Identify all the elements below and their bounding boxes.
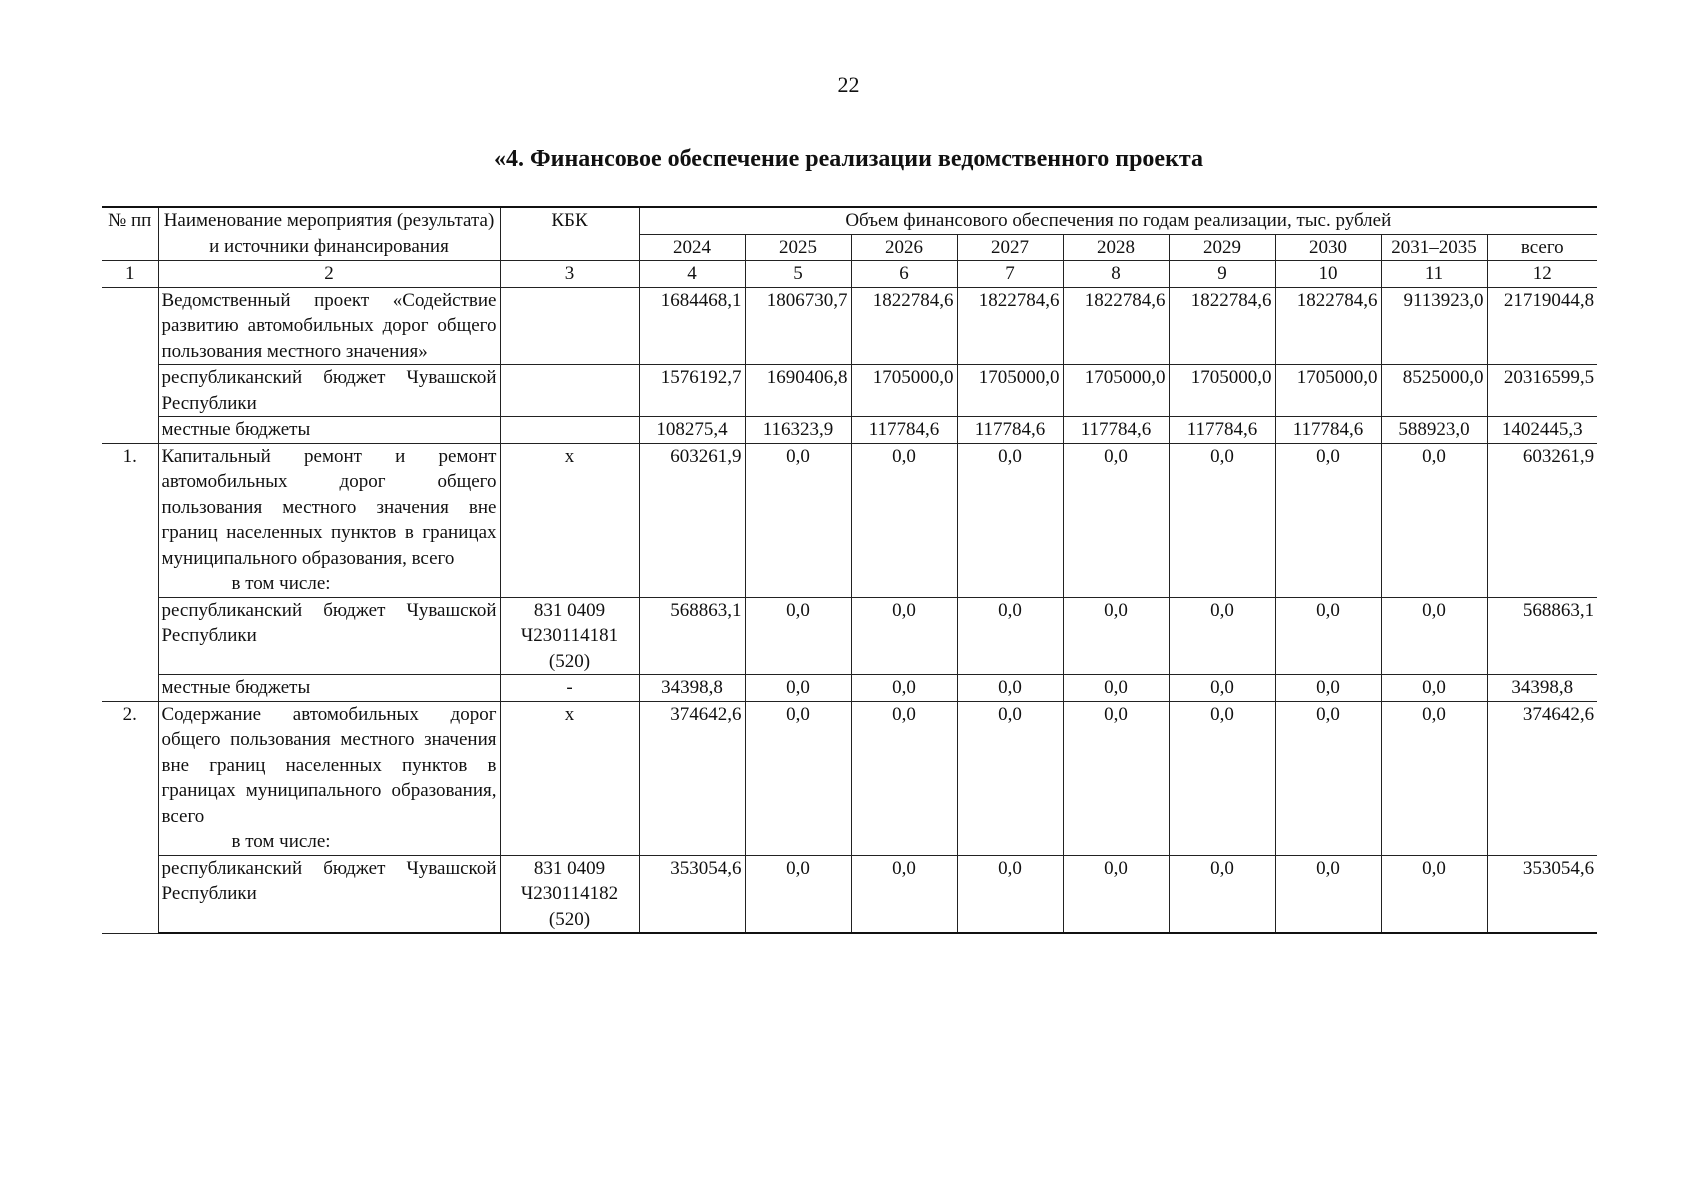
value-cell: 0,0 <box>957 701 1063 855</box>
value-cell: 0,0 <box>1169 675 1275 702</box>
value-cell: 374642,6 <box>1487 701 1597 855</box>
row-name-cell <box>158 701 500 855</box>
value-cell: 1822784,6 <box>1063 287 1169 365</box>
col-number: 2 <box>158 261 500 288</box>
value-cell: 0,0 <box>1275 855 1381 933</box>
col-number: 3 <box>500 261 639 288</box>
value-cell: 0,0 <box>1381 855 1487 933</box>
value-cell: 568863,1 <box>1487 597 1597 675</box>
value-cell: 108275,4 <box>639 417 745 444</box>
row-kbk: 831 0409 Ч230114182 (520) <box>500 855 639 933</box>
value-cell: 0,0 <box>851 597 957 675</box>
col-number: 4 <box>639 261 745 288</box>
header-cell-kbk: КБК <box>500 207 639 261</box>
header-year: 2024 <box>639 234 745 261</box>
value-cell: 0,0 <box>957 443 1063 597</box>
value-cell: 34398,8 <box>1487 675 1597 702</box>
value-cell: 0,0 <box>745 675 851 702</box>
row-kbk <box>500 417 639 444</box>
value-cell: 0,0 <box>1381 701 1487 855</box>
row-subtitle: в том числе: <box>231 831 331 852</box>
table-row <box>102 597 1597 675</box>
row-name-cell <box>158 443 500 597</box>
value-cell: 117784,6 <box>851 417 957 444</box>
row-name: местные бюджеты <box>158 675 500 702</box>
value-cell: 0,0 <box>957 675 1063 702</box>
value-cell: 0,0 <box>1275 675 1381 702</box>
header-cell-name: Наименование мероприятия (результата) и источники финансирования <box>158 207 500 261</box>
value-cell: 1402445,3 <box>1487 417 1597 444</box>
row-kbk: х <box>500 701 639 855</box>
value-cell: 117784,6 <box>1275 417 1381 444</box>
row-kbk <box>500 365 639 417</box>
value-cell: 0,0 <box>745 443 851 597</box>
value-cell: 1822784,6 <box>851 287 957 365</box>
value-cell: 0,0 <box>1063 597 1169 675</box>
section-title: «4. Финансовое обеспечение реализации ведомственного проекта <box>494 146 1203 172</box>
value-cell: 1705000,0 <box>957 365 1063 417</box>
value-cell: 1822784,6 <box>1169 287 1275 365</box>
value-cell: 1806730,7 <box>745 287 851 365</box>
row-no <box>102 287 158 443</box>
col-number: 5 <box>745 261 851 288</box>
row-subtitle: в том числе: <box>231 573 331 594</box>
table-header-row <box>102 207 1597 234</box>
header-year: 2025 <box>745 234 851 261</box>
value-cell: 1705000,0 <box>1063 365 1169 417</box>
value-cell: 0,0 <box>851 443 957 597</box>
table-row <box>102 443 1597 597</box>
value-cell: 0,0 <box>851 675 957 702</box>
row-name: Содержание автомобильных дорог общего пользования местного значения вне границ населенных пунктов в границах муниципального образования, всего <box>161 703 497 827</box>
value-cell: 0,0 <box>1169 701 1275 855</box>
value-cell: 116323,9 <box>745 417 851 444</box>
value-cell: 0,0 <box>1169 597 1275 675</box>
row-kbk: - <box>500 675 639 702</box>
table-row <box>102 287 1597 365</box>
header-cell-no: № пп <box>102 207 158 261</box>
value-cell: 0,0 <box>745 855 851 933</box>
value-cell: 117784,6 <box>1169 417 1275 444</box>
col-number: 12 <box>1487 261 1597 288</box>
value-cell: 0,0 <box>745 701 851 855</box>
row-no: 1. <box>102 443 158 701</box>
value-cell: 34398,8 <box>639 675 745 702</box>
value-cell: 1705000,0 <box>1169 365 1275 417</box>
col-number: 8 <box>1063 261 1169 288</box>
value-cell: 603261,9 <box>1487 443 1597 597</box>
value-cell: 1705000,0 <box>1275 365 1381 417</box>
value-cell: 20316599,5 <box>1487 365 1597 417</box>
row-name: республиканский бюджет Чувашской Республики <box>158 597 500 675</box>
value-cell: 0,0 <box>1063 855 1169 933</box>
value-cell: 0,0 <box>957 855 1063 933</box>
header-year: 2026 <box>851 234 957 261</box>
value-cell: 1684468,1 <box>639 287 745 365</box>
row-kbk: х <box>500 443 639 597</box>
value-cell: 9113923,0 <box>1381 287 1487 365</box>
value-cell: 1705000,0 <box>851 365 957 417</box>
value-cell: 588923,0 <box>1381 417 1487 444</box>
col-number: 6 <box>851 261 957 288</box>
value-cell: 8525000,0 <box>1381 365 1487 417</box>
value-cell: 0,0 <box>851 855 957 933</box>
row-no: 2. <box>102 701 158 933</box>
value-cell: 0,0 <box>1169 855 1275 933</box>
value-cell: 353054,6 <box>1487 855 1597 933</box>
header-year: 2030 <box>1275 234 1381 261</box>
col-number: 10 <box>1275 261 1381 288</box>
table-row <box>102 417 1597 444</box>
value-cell: 568863,1 <box>639 597 745 675</box>
value-cell: 117784,6 <box>957 417 1063 444</box>
financing-table <box>102 206 1597 934</box>
value-cell: 0,0 <box>957 597 1063 675</box>
value-cell: 374642,6 <box>639 701 745 855</box>
value-cell: 353054,6 <box>639 855 745 933</box>
value-cell: 1576192,7 <box>639 365 745 417</box>
header-cell-volume: Объем финансового обеспечения по годам реализации, тыс. рублей <box>639 207 1597 234</box>
row-name: республиканский бюджет Чувашской Республики <box>158 855 500 933</box>
row-name: Ведомственный проект «Содействие развитию автомобильных дорог общего пользования местного значения» <box>158 287 500 365</box>
value-cell: 0,0 <box>1275 701 1381 855</box>
value-cell: 1690406,8 <box>745 365 851 417</box>
header-year: 2031–2035 <box>1381 234 1487 261</box>
row-name: Капитальный ремонт и ремонт автомобильных дорог общего пользования местного значения вне границ населенных пунктов в границах муниципального образования, всего <box>161 445 497 569</box>
value-cell: 1822784,6 <box>957 287 1063 365</box>
row-kbk <box>500 287 639 365</box>
col-number: 7 <box>957 261 1063 288</box>
value-cell: 0,0 <box>1381 597 1487 675</box>
table-row <box>102 855 1597 933</box>
value-cell: 0,0 <box>1169 443 1275 597</box>
value-cell: 21719044,8 <box>1487 287 1597 365</box>
value-cell: 0,0 <box>1063 701 1169 855</box>
table-row <box>102 675 1597 702</box>
value-cell: 0,0 <box>1063 443 1169 597</box>
value-cell: 0,0 <box>1381 443 1487 597</box>
header-year: 2029 <box>1169 234 1275 261</box>
value-cell: 1822784,6 <box>1275 287 1381 365</box>
value-cell: 0,0 <box>1381 675 1487 702</box>
value-cell: 603261,9 <box>639 443 745 597</box>
header-year: 2027 <box>957 234 1063 261</box>
value-cell: 0,0 <box>1275 597 1381 675</box>
table-row <box>102 365 1597 417</box>
value-cell: 0,0 <box>745 597 851 675</box>
value-cell: 0,0 <box>851 701 957 855</box>
value-cell: 0,0 <box>1275 443 1381 597</box>
value-cell: 117784,6 <box>1063 417 1169 444</box>
row-name: местные бюджеты <box>158 417 500 444</box>
page-number: 22 <box>837 72 860 97</box>
col-number: 1 <box>102 261 158 288</box>
column-number-row <box>102 261 1597 288</box>
header-year: 2028 <box>1063 234 1169 261</box>
value-cell: 0,0 <box>1063 675 1169 702</box>
col-number: 9 <box>1169 261 1275 288</box>
col-number: 11 <box>1381 261 1487 288</box>
table-row <box>102 701 1597 855</box>
header-total: всего <box>1487 234 1597 261</box>
row-kbk: 831 0409 Ч230114181 (520) <box>500 597 639 675</box>
row-name: республиканский бюджет Чувашской Республики <box>158 365 500 417</box>
